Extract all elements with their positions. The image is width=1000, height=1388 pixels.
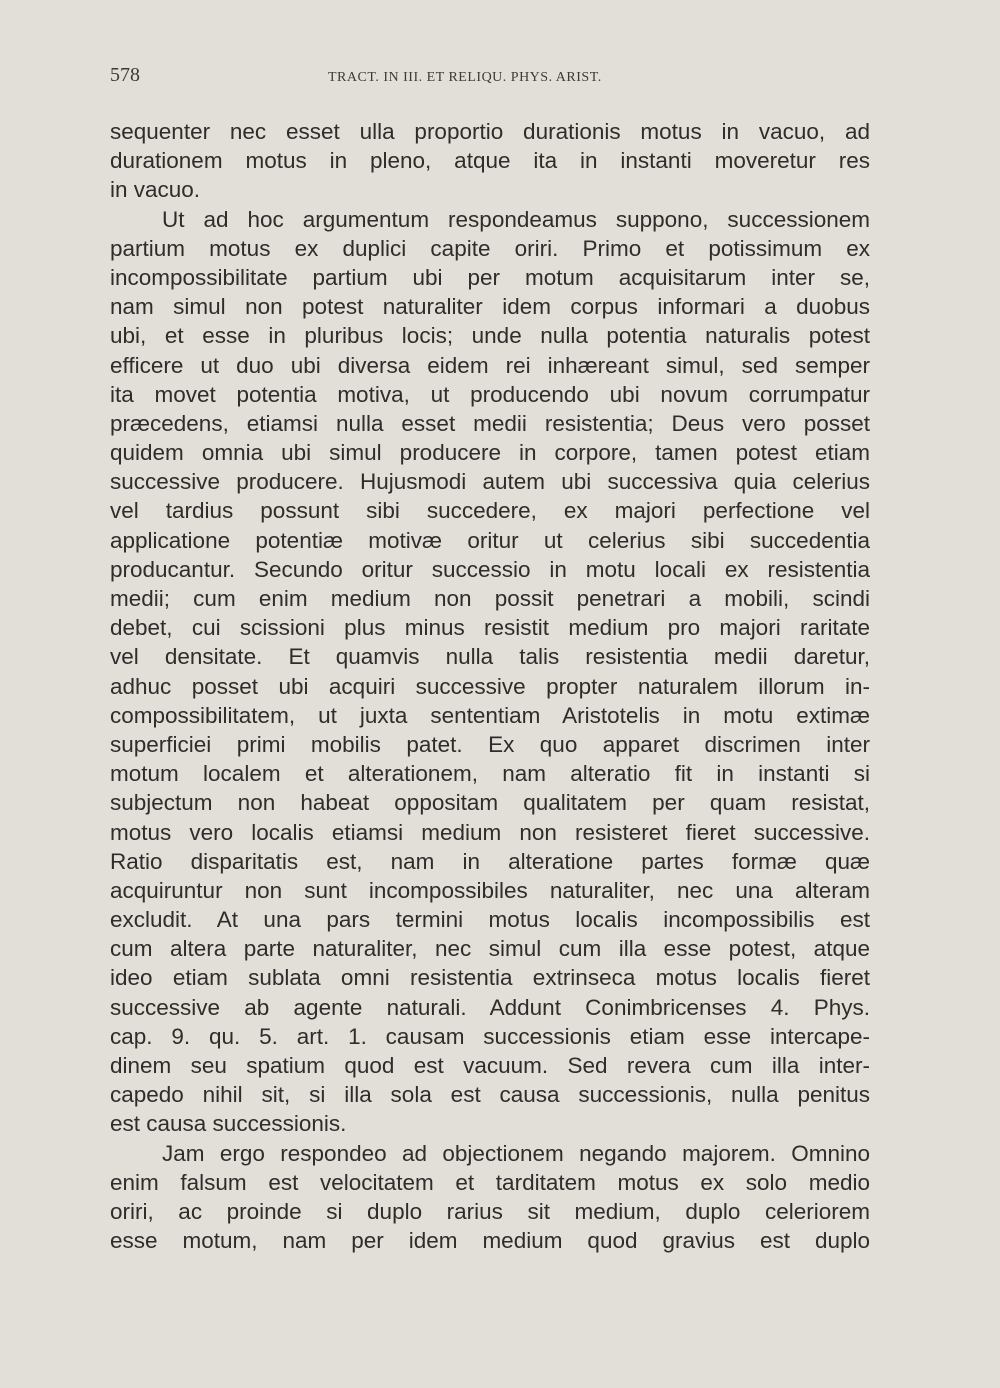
text-line: ideo etiam sublata omni resistentia extrinseca motus localis fieret [110,965,870,991]
text-line: ita movet potentia motiva, ut producendo ubi novum corrumpatur [110,381,870,407]
text-line: cap. 9. qu. 5. art. 1. causam successionis etiam esse intercape- [110,1023,870,1049]
text-line: motus vero localis etiamsi medium non resisteret fieret successive. [110,819,870,845]
text-line: incompossibilitate partium ubi per motum acquisitarum inter se, [110,264,870,290]
text-line: Jam ergo respondeo ad objectionem negando majorem. Omnino [162,1140,870,1166]
text-line: efficere ut duo ubi diversa eidem rei inhæreant simul, sed semper [110,352,870,378]
text-body [110,117,870,1255]
running-head [110,64,870,88]
text-line: successive ab agente naturali. Addunt Conimbricenses 4. Phys. [110,994,870,1020]
text-line: subjectum non habeat oppositam qualitatem per quam resistat, [110,790,870,816]
text-line: debet, cui scissioni plus minus resistit medium pro majori raritate [110,615,870,641]
text-line: excludit. At una pars termini motus localis incompossibilis est [110,907,870,933]
text-line: producantur. Secundo oritur successio in motu locali ex resistentia [110,556,870,582]
text-line: quidem omnia ubi simul producere in corpore, tamen potest etiam [110,440,870,466]
running-title: TRACT. IN III. ET RELIQU. PHYS. ARIST. [328,70,602,85]
text-line: est causa successionis. [110,1111,347,1137]
text-line: acquiruntur non sunt incompossibiles naturaliter, nec una alteram [110,877,870,903]
text-line: medii; cum enim medium non possit penetrari a mobili, scindi [110,586,870,611]
text-line: partium motus ex duplici capite oriri. Primo et potissimum ex [110,235,870,261]
text-line: enim falsum est velocitatem et tarditatem motus ex solo medio [110,1169,870,1195]
text-line: in vacuo. [110,177,201,203]
text-line: superficiei primi mobilis patet. Ex quo apparet discrimen inter [110,731,870,757]
text-line: esse motum, nam per idem medium quod gravius est duplo [110,1228,870,1254]
text-line: vel densitate. Et quamvis nulla talis resistentia medii daretur, [110,644,870,670]
text-line: ubi, et esse in pluribus locis; unde nulla potentia naturalis potest [110,323,870,349]
text-line: præcedens, etiamsi nulla esset medii resistentia; Deus vero posset [110,410,870,436]
text-line: successive producere. Hujusmodi autem ubi successiva quia celerius [110,469,870,495]
text-line: applicatione potentiæ motivæ oritur ut celerius sibi succedentia [110,527,870,553]
text-line: sequenter nec esset ulla proportio durationis motus in vacuo, ad [110,119,870,144]
page-number: 578 [110,64,140,86]
text-line: nam simul non potest naturaliter idem corpus informari a duobus [110,294,870,320]
text-line: Ratio disparitatis est, nam in alteratione partes formæ quæ [110,848,870,874]
text-line: dinem seu spatium quod est vacuum. Sed revera cum illa inter- [110,1053,870,1078]
text-line: compossibilitatem, ut juxta sententiam Aristotelis in motu extimæ [110,702,870,728]
text-line: motum localem et alterationem, nam alteratio fit in instanti si [110,761,870,787]
text-line: capedo nihil sit, si illa sola est causa successionis, nulla penitus [110,1082,870,1108]
text-line: oriri, ac proinde si duplo rarius sit medium, duplo celeriorem [110,1198,870,1224]
text-line: Ut ad hoc argumentum respondeamus suppono, successionem [162,206,870,232]
text-line: vel tardius possunt sibi succedere, ex majori perfectione vel [110,498,870,524]
text-line: durationem motus in pleno, atque ita in instanti moveretur res [110,148,870,174]
text-line: adhuc posset ubi acquiri successive propter naturalem illorum in- [110,673,870,699]
text-line: cum altera parte naturaliter, nec simul cum illa esse potest, atque [110,936,870,962]
